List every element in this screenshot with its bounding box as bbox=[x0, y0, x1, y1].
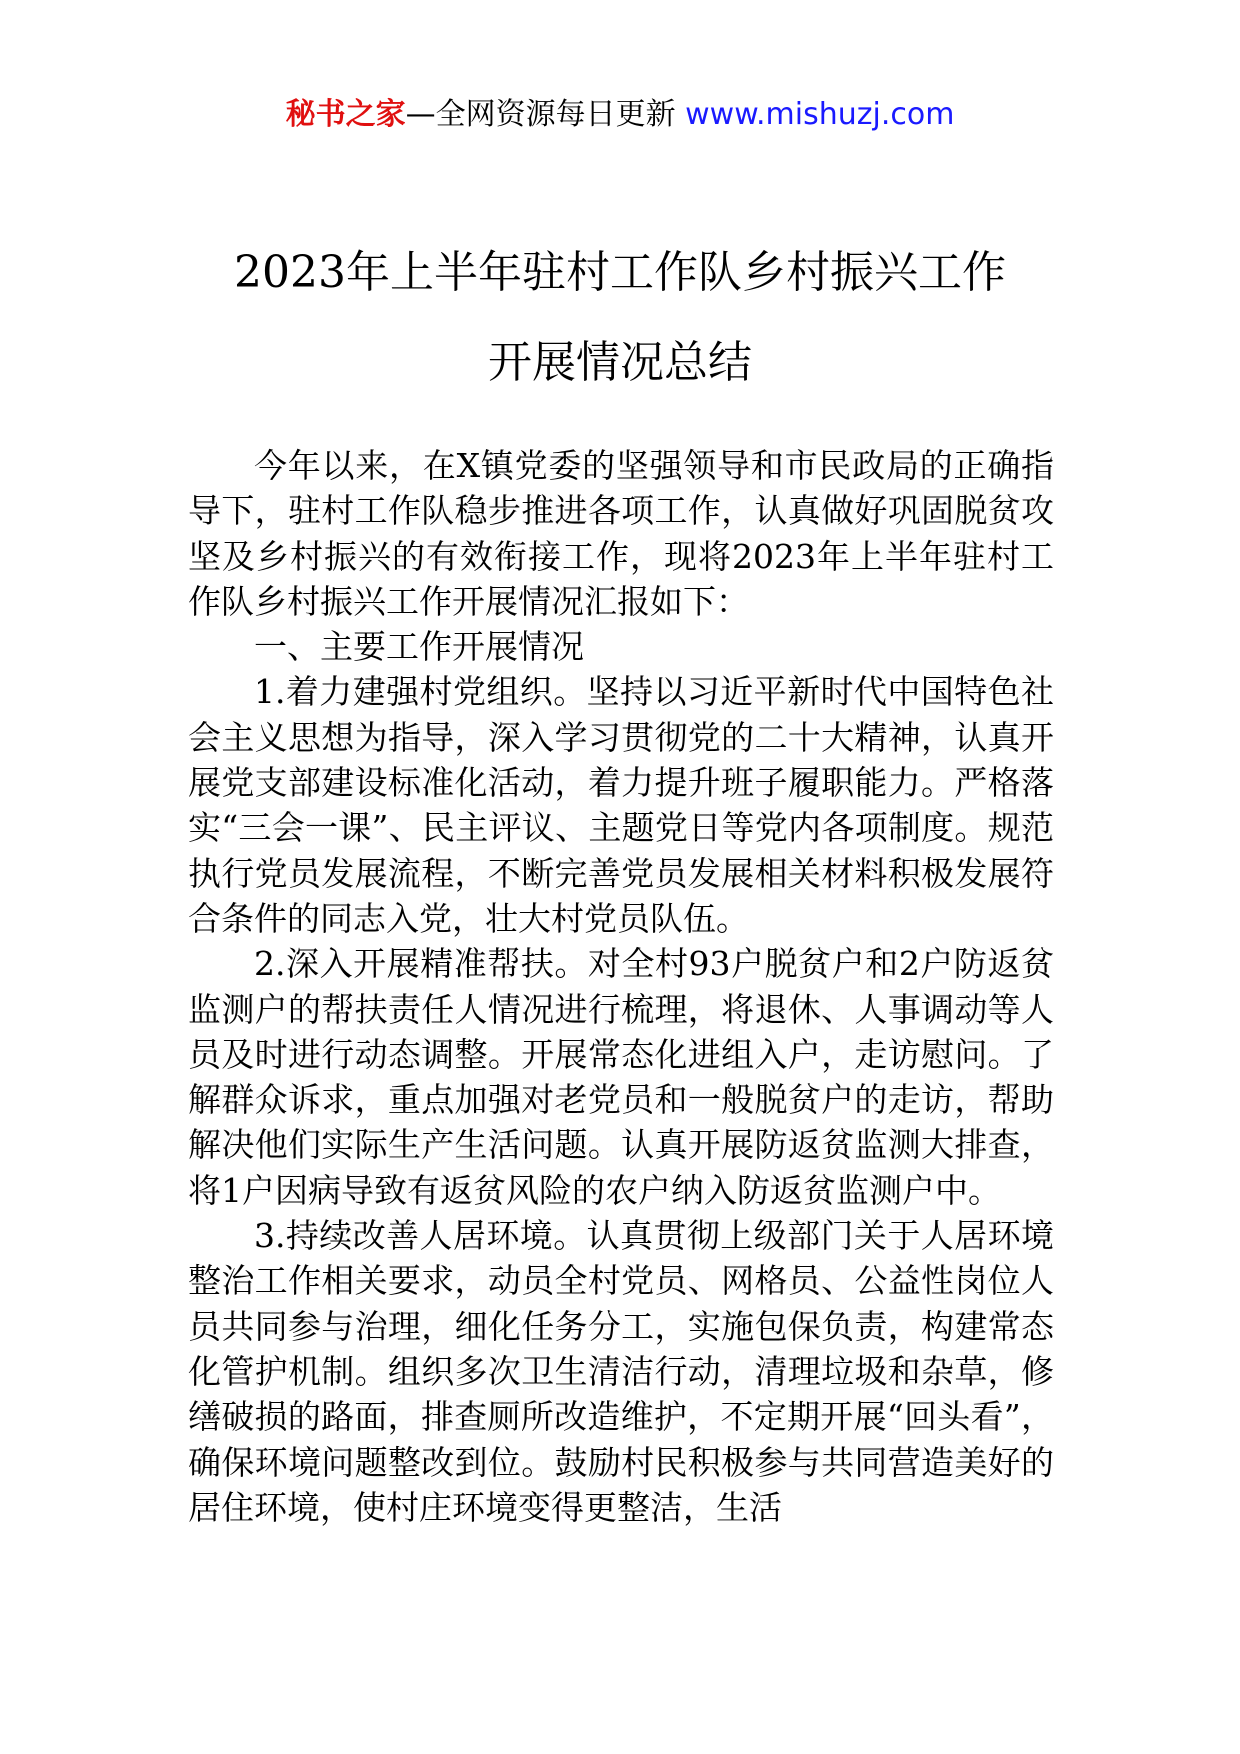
site-url-link[interactable]: www.mishuzj.com bbox=[685, 97, 955, 132]
body-paragraph: 2.深入开展精准帮扶。对全村93户脱贫户和2户防返贫监测户的帮扶责任人情况进行梳理，将退休、人事调动等人员及时进行动态调整。开展常态化进组入户，走访慰问。了解群众诉求，重点加强对老党员和一般脱贫户的走访，帮助解决他们实际生产生活问题。认真开展防返贫监测大排查，将1户因病导致有返贫风险的农户纳入防返贫监测户中。 bbox=[188, 944, 1054, 1210]
intro-paragraph: 今年以来，在X镇党委的坚强领导和市民政局的正确指导下，驻村工作队稳步推进各项工作，认真做好巩固脱贫攻坚及乡村振兴的有效衔接工作，现将2023年上半年驻村工作队乡村振兴工作开展情况汇报如下： bbox=[188, 446, 1054, 621]
body-paragraph: 1.着力建强村党组织。坚持以习近平新时代中国特色社会主义思想为指导，深入学习贯彻党的二十大精神，认真开展党支部建设标准化活动，着力提升班子履职能力。严格落实“三会一课”、民主评议、主题党日等党内各项制度。规范执行党员发展流程，不断完善党员发展相关材料积极发展符合条件的同志入党，壮大村党员队伍。 bbox=[188, 672, 1054, 938]
title-line-1: 2023年上半年驻村工作队乡村振兴工作 bbox=[234, 247, 1006, 298]
title-line-2: 开展情况总结 bbox=[488, 337, 752, 388]
document-body bbox=[188, 443, 1054, 1530]
site-brand: 秘书之家 bbox=[285, 97, 406, 132]
body-paragraph: 3.持续改善人居环境。认真贯彻上级部门关于人居环境整治工作相关要求，动员全村党员、网格员、公益性岗位人员共同参与治理，细化任务分工，实施包保负责，构建常态化管护机制。组织多次卫生清洁行动，清理垃圾和杂草，修缮破损的路面，排查厕所改造维护，不定期开展“回头看”，确保环境问题整改到位。鼓励村民积极参与共同营造美好的居住环境，使村庄环境变得更整洁，生活 bbox=[188, 1216, 1054, 1527]
document-title bbox=[0, 228, 1240, 408]
site-tagline: —全网资源每日更新 bbox=[405, 97, 676, 132]
site-header bbox=[0, 95, 1240, 135]
section-heading: 一、主要工作开展情况 bbox=[254, 627, 584, 667]
